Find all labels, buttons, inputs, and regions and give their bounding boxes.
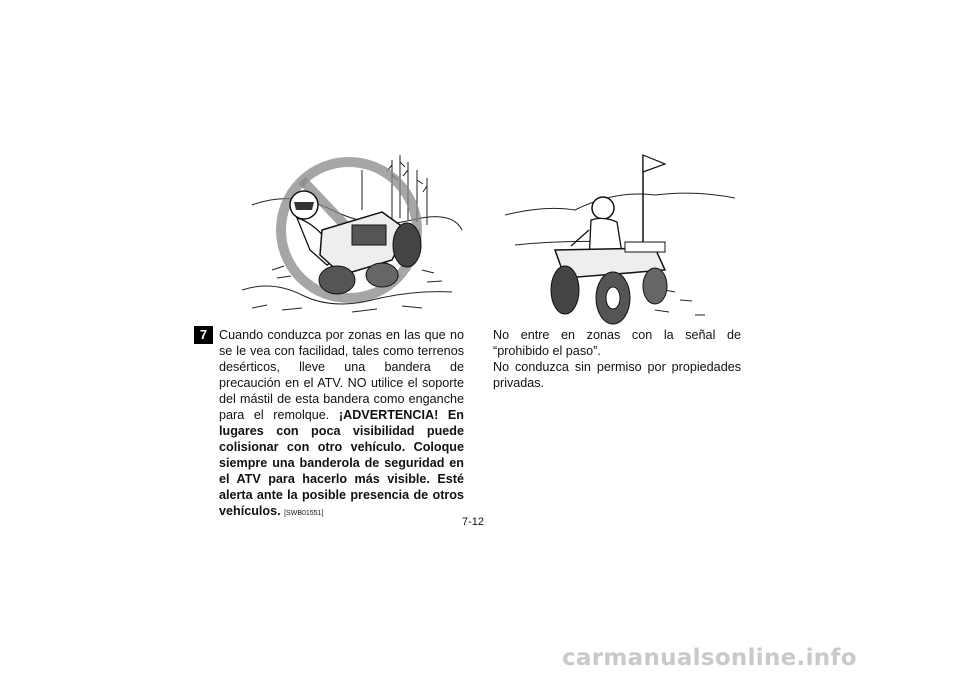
right-column-text	[493, 327, 741, 391]
chapter-tab: 7	[194, 326, 213, 344]
warning-code: [SWB01551]	[284, 510, 324, 517]
flag-instruction-text: Cuando conduzca por zonas en las que no se le vea con facilidad, tales como terrenos desérticos, lleve una bandera de precaución en el ATV. NO utilice el soporte del mástil de esta bandera como enganche para el remolque.	[219, 328, 464, 422]
prohibited-riding-illustration	[232, 150, 467, 318]
watermark: carmanualsonline.info	[562, 645, 857, 671]
no-entry-text: No entre en zonas con la señal de “prohibido el paso”.	[493, 328, 741, 358]
page-number: 7-12	[462, 516, 485, 528]
left-column-text	[219, 327, 464, 522]
private-property-text: No conduzca sin permiso por propiedades privadas.	[493, 360, 741, 390]
warning-text: ¡ADVERTENCIA! En lugares con poca visibilidad puede colisionar con otro vehículo. Coloque siempre una banderola de seguridad en el ATV para hacerlo más visible. Esté alerta ante la posible presencia de otros vehículos.	[219, 408, 464, 518]
atv-with-flag-illustration	[505, 150, 745, 328]
